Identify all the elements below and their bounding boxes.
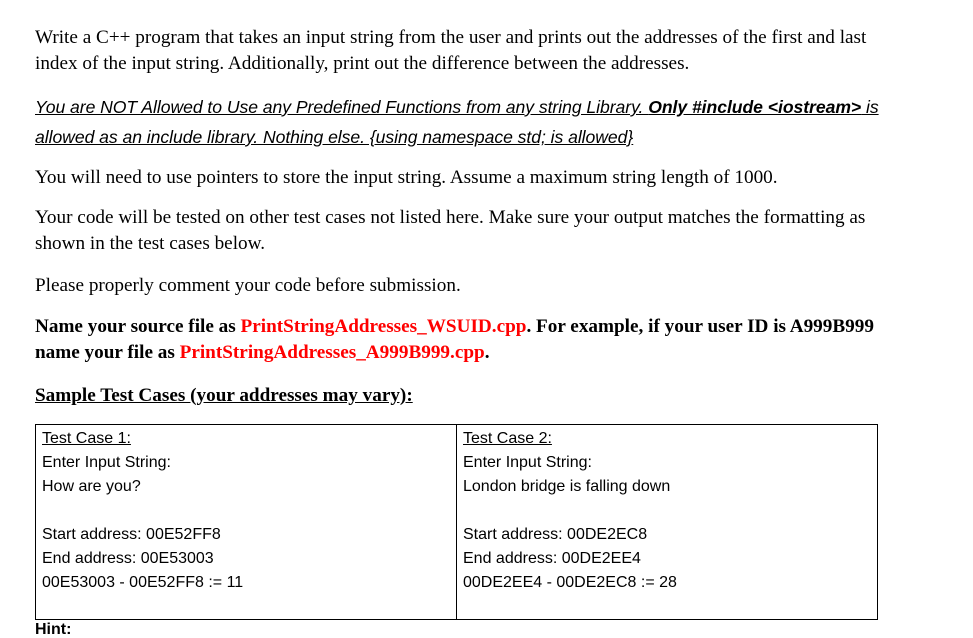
- test-cases-row: [36, 425, 878, 620]
- filename-example: PrintStringAddresses_A999B999.cpp: [179, 342, 485, 363]
- test-case-title: Test Case 2:: [463, 430, 552, 447]
- comment-paragraph: Please properly comment your code before submission.: [35, 275, 461, 296]
- filename-template: PrintStringAddresses_WSUID.cpp: [240, 316, 527, 337]
- test-case-end: End address: 00E53003: [42, 550, 214, 567]
- restriction-text-end: is allowed as an include library. Nothing else. {using namespace std; is allowed}: [35, 97, 879, 147]
- sample-heading: Sample Test Cases (your addresses may vary):: [35, 385, 413, 406]
- pointers-paragraph: You will need to use pointers to store the input string. Assume a maximum string length of 1000.: [35, 167, 778, 188]
- test-case-diff: 00DE2EE4 - 00DE2EC8 := 28: [463, 574, 677, 591]
- hint-heading-cutoff: Hint:: [35, 621, 72, 638]
- test-case-start: Start address: 00DE2EC8: [463, 526, 648, 543]
- restriction-paragraph: [35, 92, 895, 152]
- test-case-2: [457, 425, 878, 620]
- filename-text: Name your source file as: [35, 316, 241, 337]
- test-cases-table: [35, 424, 878, 620]
- test-case-start: Start address: 00E52FF8: [42, 526, 221, 543]
- test-case-input: London bridge is falling down: [463, 478, 671, 495]
- test-case-1: [36, 425, 457, 620]
- test-case-prompt: Enter Input String:: [42, 454, 171, 471]
- filename-text-end: .: [484, 342, 490, 363]
- filename-text-mid: . For example, if your user ID is A999B999 name your file as: [35, 316, 874, 363]
- restriction-include-text: Only #include <iostream>: [648, 97, 862, 117]
- test-case-end: End address: 00DE2EE4: [463, 550, 641, 567]
- intro-paragraph: Write a C++ program that takes an input string from the user and prints out the addresses of the first and last index of the input string. Additionally, print out the difference between the addresses.: [35, 27, 867, 74]
- restriction-text: You are NOT Allowed to Use any Predefined Functions from any string Library.: [35, 97, 649, 117]
- filename-paragraph: [35, 314, 885, 366]
- test-case-title: Test Case 1:: [42, 430, 131, 447]
- testing-paragraph: Your code will be tested on other test cases not listed here. Make sure your output matches the formatting as shown in the test cases below.: [35, 207, 866, 254]
- test-case-spacer: [463, 499, 871, 523]
- test-case-spacer: [42, 499, 450, 523]
- test-case-prompt: Enter Input String:: [463, 454, 592, 471]
- test-case-diff: 00E53003 - 00E52FF8 := 11: [42, 574, 244, 591]
- test-case-input: How are you?: [42, 478, 141, 495]
